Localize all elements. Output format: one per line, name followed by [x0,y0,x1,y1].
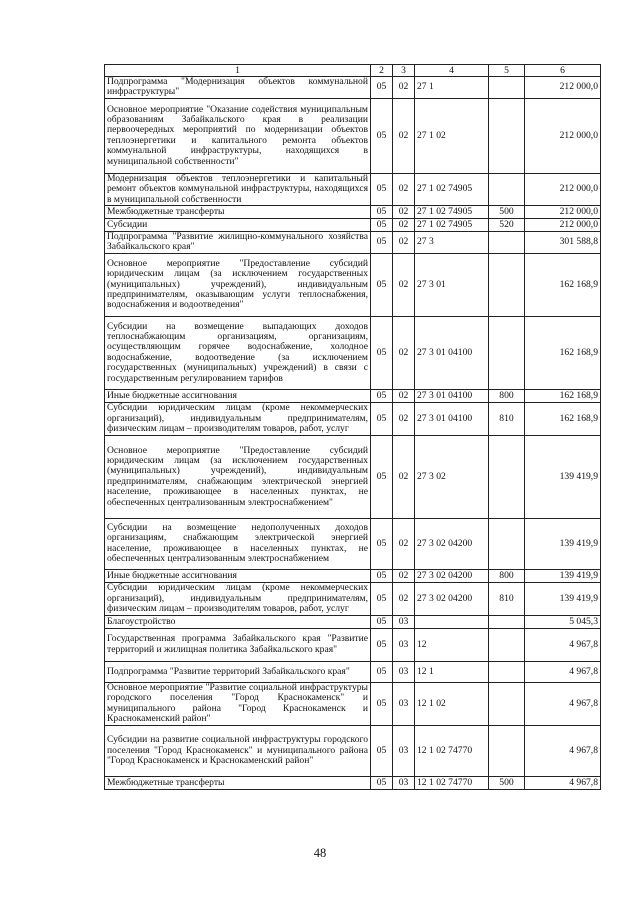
header-cell-pr: 3 [393,65,415,77]
cell-sum: 162 168,9 [525,316,601,389]
cell-vr: 810 [489,582,525,615]
cell-vr [489,173,525,205]
cell-pr: 02 [393,206,415,219]
table-row [105,173,601,205]
cell-pr: 02 [393,232,415,254]
cell-sum: 212 000,0 [525,173,601,205]
cell-csr: 27 1 02 74905 [415,206,489,219]
cell-csr: 27 1 02 74905 [415,219,489,232]
cell-name: Основное мероприятие "Оказание содействия муниципальным образованиям Забайкальского края в реализации первоочередных мероприятий по модернизации объектов теплоэнергетики и капитального ремонта объектов коммунальной инфраструктуры, находящихся в муниципальной собственности" [105,98,371,173]
table-row [105,682,601,725]
cell-pr: 02 [393,582,415,615]
cell-sum: 162 168,9 [525,253,601,316]
cell-rz: 05 [371,77,393,99]
cell-vr [489,615,525,628]
table-row [105,628,601,661]
header-cell-rz: 2 [371,65,393,77]
cell-csr: 27 3 02 04200 [415,582,489,615]
cell-pr: 02 [393,569,415,582]
cell-name: Основное мероприятие "Развитие социальной инфраструктуры городского поселения "Город Краснокаменск" и муниципального района "Город Краснокаменск и Краснокаменский район" [105,682,371,725]
cell-rz: 05 [371,316,393,389]
cell-pr: 03 [393,682,415,725]
cell-rz: 05 [371,776,393,789]
table-row [105,725,601,776]
cell-name: Подпрограмма "Развитие территорий Забайкальского края" [105,661,371,682]
cell-pr: 02 [393,518,415,569]
header-cell-csr: 4 [415,65,489,77]
cell-rz: 05 [371,725,393,776]
cell-sum: 212 000,0 [525,219,601,232]
cell-vr: 810 [489,402,525,435]
cell-pr: 03 [393,615,415,628]
cell-rz: 05 [371,206,393,219]
table-row [105,615,601,628]
cell-name: Подпрограмма "Развитие жилищно-коммунального хозяйства Забайкальского края" [105,232,371,254]
table-row [105,253,601,316]
cell-vr [489,77,525,99]
table-row [105,402,601,435]
cell-csr: 12 1 02 [415,682,489,725]
table-row [105,661,601,682]
cell-pr: 02 [393,435,415,518]
cell-rz: 05 [371,232,393,254]
cell-csr: 27 3 01 04100 [415,316,489,389]
cell-name: Субсидии на возмещение недополученных доходов организациям, снабжающим электрической энергией население, проживающее в населенных пунктах, не обеспеченных централизованным электроснабжением [105,518,371,569]
cell-name: Субсидии на возмещение выпадающих доходов теплоснабжающим организациям, организациям, осуществляющим горячее водоснабжение, холодное водоснабжение, водоотведение (за исключением государственных (муниципальных) учреждений) в связи с государственным регулированием тарифов [105,316,371,389]
cell-vr [489,682,525,725]
table-row [105,77,601,99]
cell-vr: 800 [489,569,525,582]
cell-rz: 05 [371,435,393,518]
budget-table-body [105,65,601,790]
cell-sum: 162 168,9 [525,402,601,435]
cell-name: Субсидии [105,219,371,232]
header-cell-vr: 5 [489,65,525,77]
cell-name: Субсидии на развитие социальной инфраструктуры городского поселения "Город Краснокаменск" и муниципального района "Город Краснокаменск и Краснокаменский район" [105,725,371,776]
cell-rz: 05 [371,518,393,569]
cell-sum: 4 967,8 [525,682,601,725]
cell-csr: 27 3 01 [415,253,489,316]
cell-sum: 139 419,9 [525,569,601,582]
cell-csr: 27 1 [415,77,489,99]
cell-name: Благоустройство [105,615,371,628]
cell-csr: 12 [415,628,489,661]
cell-vr: 500 [489,776,525,789]
budget-table [104,64,601,790]
cell-pr: 02 [393,219,415,232]
cell-csr [415,615,489,628]
cell-rz: 05 [371,219,393,232]
cell-rz: 05 [371,569,393,582]
header-cell-sum: 6 [525,65,601,77]
cell-rz: 05 [371,582,393,615]
cell-pr: 02 [393,77,415,99]
table-row [105,435,601,518]
cell-vr [489,98,525,173]
table-row [105,206,601,219]
cell-name: Иные бюджетные ассигнования [105,389,371,402]
cell-sum: 4 967,8 [525,776,601,789]
cell-csr: 27 1 02 74905 [415,173,489,205]
cell-csr: 27 3 01 04100 [415,389,489,402]
cell-name: Основное мероприятие "Предоставление субсидий юридическим лицам (за исключением государственных (муниципальных) учреждений), индивидуальным предпринимателям, оказывающим услуги теплоснабжения, водоснабжения и водоотведения" [105,253,371,316]
table-row [105,316,601,389]
cell-pr: 02 [393,98,415,173]
cell-sum: 4 967,8 [525,661,601,682]
cell-name: Иные бюджетные ассигнования [105,569,371,582]
cell-vr [489,725,525,776]
cell-csr: 27 1 02 [415,98,489,173]
cell-vr [489,628,525,661]
cell-sum: 4 967,8 [525,725,601,776]
table-row [105,582,601,615]
cell-vr: 520 [489,219,525,232]
cell-name: Межбюджетные трансферты [105,776,371,789]
cell-sum: 162 168,9 [525,389,601,402]
header-cell-name: 1 [105,65,371,77]
table-row [105,389,601,402]
cell-vr [489,253,525,316]
cell-sum: 139 419,9 [525,582,601,615]
page-number: 48 [313,846,327,860]
cell-name: Подпрограмма "Модернизация объектов коммунальной инфраструктуры" [105,77,371,99]
table-header-row [105,65,601,77]
cell-vr [489,518,525,569]
cell-vr [489,435,525,518]
cell-pr: 02 [393,389,415,402]
table-row [105,219,601,232]
cell-vr [489,232,525,254]
cell-pr: 02 [393,173,415,205]
cell-sum: 139 419,9 [525,435,601,518]
table-row [105,98,601,173]
cell-rz: 05 [371,682,393,725]
cell-csr: 27 3 02 04200 [415,518,489,569]
cell-sum: 212 000,0 [525,98,601,173]
table-row [105,518,601,569]
cell-name: Субсидии юридическим лицам (кроме некоммерческих организаций), индивидуальным предпринимателям, физическим лицам – производителям товаров, работ, услуг [105,582,371,615]
cell-pr: 02 [393,316,415,389]
cell-csr: 27 3 [415,232,489,254]
cell-csr: 12 1 02 74770 [415,725,489,776]
cell-name: Модернизация объектов теплоэнергетики и капитальный ремонт объектов коммунальной инфраструктуры, находящихся в муниципальной собственности [105,173,371,205]
cell-name: Основное мероприятие "Предоставление субсидий юридическим лицам (за исключением государственных (муниципальных) учреждений), индивидуальным предпринимателям, снабжающим электрической энергией население, проживающее в населенных пунктах, не обеспеченных централизованным электроснабжением" [105,435,371,518]
cell-csr: 12 1 [415,661,489,682]
cell-sum: 5 045,3 [525,615,601,628]
cell-sum: 301 588,8 [525,232,601,254]
cell-vr [489,316,525,389]
cell-rz: 05 [371,661,393,682]
cell-sum: 212 000,0 [525,206,601,219]
cell-sum: 139 419,9 [525,518,601,569]
table-row [105,232,601,254]
cell-rz: 05 [371,615,393,628]
cell-rz: 05 [371,253,393,316]
cell-vr [489,661,525,682]
cell-rz: 05 [371,628,393,661]
cell-rz: 05 [371,98,393,173]
cell-vr: 800 [489,389,525,402]
cell-pr: 03 [393,628,415,661]
table-row [105,569,601,582]
cell-vr: 500 [489,206,525,219]
cell-csr: 12 1 02 74770 [415,776,489,789]
cell-rz: 05 [371,402,393,435]
cell-csr: 27 3 02 04200 [415,569,489,582]
cell-pr: 03 [393,725,415,776]
cell-name: Государственная программа Забайкальского края "Развитие территорий и жилищная политика Забайкальского края" [105,628,371,661]
cell-csr: 27 3 01 04100 [415,402,489,435]
cell-pr: 02 [393,253,415,316]
cell-csr: 27 3 02 [415,435,489,518]
cell-name: Межбюджетные трансферты [105,206,371,219]
cell-rz: 05 [371,173,393,205]
cell-pr: 03 [393,776,415,789]
table-row [105,776,601,789]
cell-sum: 4 967,8 [525,628,601,661]
cell-pr: 03 [393,661,415,682]
cell-pr: 02 [393,402,415,435]
cell-rz: 05 [371,389,393,402]
cell-name: Субсидии юридическим лицам (кроме некоммерческих организаций), индивидуальным предпринимателям, физическим лицам – производителям товаров, работ, услуг [105,402,371,435]
cell-sum: 212 000,0 [525,77,601,99]
